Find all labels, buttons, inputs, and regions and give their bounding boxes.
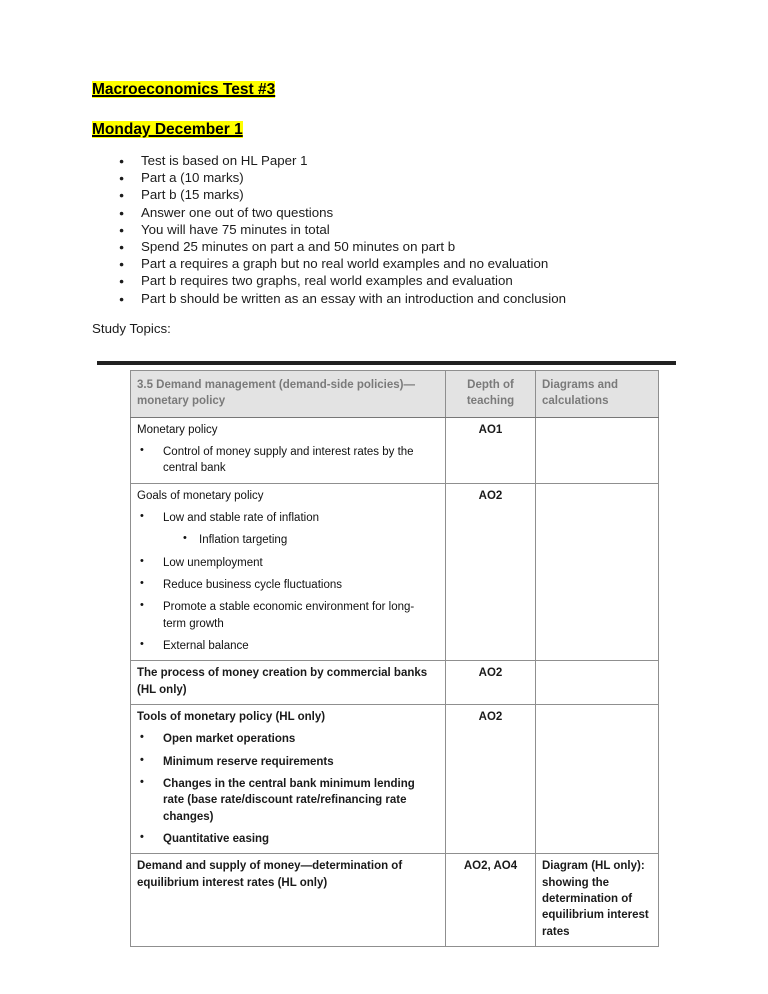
table-row (131, 483, 659, 661)
table-bullet: • Minimum reserve requirements (137, 754, 437, 770)
intro-list-item: ● Part a (10 marks) (113, 169, 566, 186)
table-row (131, 417, 659, 483)
topics-divider (97, 361, 676, 365)
table-row (131, 704, 659, 853)
intro-list-item: ● Part b (15 marks) (113, 186, 566, 203)
intro-list-item: ● Test is based on HL Paper 1 (113, 152, 566, 169)
table-bullet: • Changes in the central bank minimum lending rate (base rate/discount rate/refinancing rate changes) (137, 776, 437, 825)
study-topics-label: Study Topics: (92, 321, 171, 336)
topic-title: Goals of monetary policy (137, 489, 264, 502)
table-bullet: • Low unemployment (137, 555, 437, 571)
header-diagrams: Diagrams and calculations (536, 371, 659, 418)
depth-cell: AO2 (446, 661, 536, 705)
diagrams-cell (536, 704, 659, 853)
diagrams-cell (536, 661, 659, 705)
header-topic: 3.5 Demand management (demand-side policies)—monetary policy (131, 371, 446, 418)
intro-list-item: ● Part b requires two graphs, real world examples and evaluation (113, 272, 566, 289)
topic-title: Demand and supply of money—determination of equilibrium interest rates (HL only) (137, 860, 403, 889)
table-bullet: • Open market operations (137, 731, 437, 747)
table-row (131, 661, 659, 705)
depth-cell: AO2 (446, 483, 536, 661)
topic-cell (131, 704, 446, 853)
page-title-block (92, 79, 275, 100)
intro-list-item: ● Part b should be written as an essay with an introduction and conclusion (113, 290, 566, 307)
table-bullet: • Promote a stable economic environment for long-term growth (137, 599, 437, 632)
topic-title: The process of money creation by commercial banks (HL only) (137, 667, 428, 696)
depth-cell: AO1 (446, 417, 536, 483)
header-depth: Depth of teaching (446, 371, 536, 418)
table-header-row (131, 371, 659, 418)
table-bullet: • External balance (137, 638, 437, 654)
table-sub-bullet: • Inflation targeting (137, 532, 437, 548)
table-bullet: • Low and stable rate of inflation (137, 510, 437, 526)
topic-title: Tools of monetary policy (HL only) (137, 710, 326, 723)
diagrams-cell (536, 483, 659, 661)
table-bullet: • Reduce business cycle fluctuations (137, 577, 437, 593)
intro-list (113, 152, 566, 307)
date-heading: Monday December 1 (92, 121, 243, 138)
topic-title: Monetary policy (137, 423, 218, 436)
diagrams-cell: Diagram (HL only): showing the determination of equilibrium interest rates (536, 854, 659, 947)
table-bullet: • Control of money supply and interest rates by the central bank (137, 444, 437, 477)
topic-cell (131, 483, 446, 661)
topic-cell (131, 854, 446, 947)
date-heading-block (92, 119, 243, 140)
intro-list-item: ● You will have 75 minutes in total (113, 221, 566, 238)
depth-cell: AO2, AO4 (446, 854, 536, 947)
table-bullet: • Quantitative easing (137, 831, 437, 847)
diagrams-cell (536, 417, 659, 483)
intro-list-item: ● Answer one out of two questions (113, 204, 566, 221)
topic-cell (131, 417, 446, 483)
page-title: Macroeconomics Test #3 (92, 81, 276, 98)
syllabus-table (130, 370, 659, 947)
topic-cell (131, 661, 446, 705)
intro-list-item: ● Spend 25 minutes on part a and 50 minutes on part b (113, 238, 566, 255)
table-row (131, 854, 659, 947)
depth-cell: AO2 (446, 704, 536, 853)
intro-list-item: ● Part a requires a graph but no real world examples and no evaluation (113, 255, 566, 272)
